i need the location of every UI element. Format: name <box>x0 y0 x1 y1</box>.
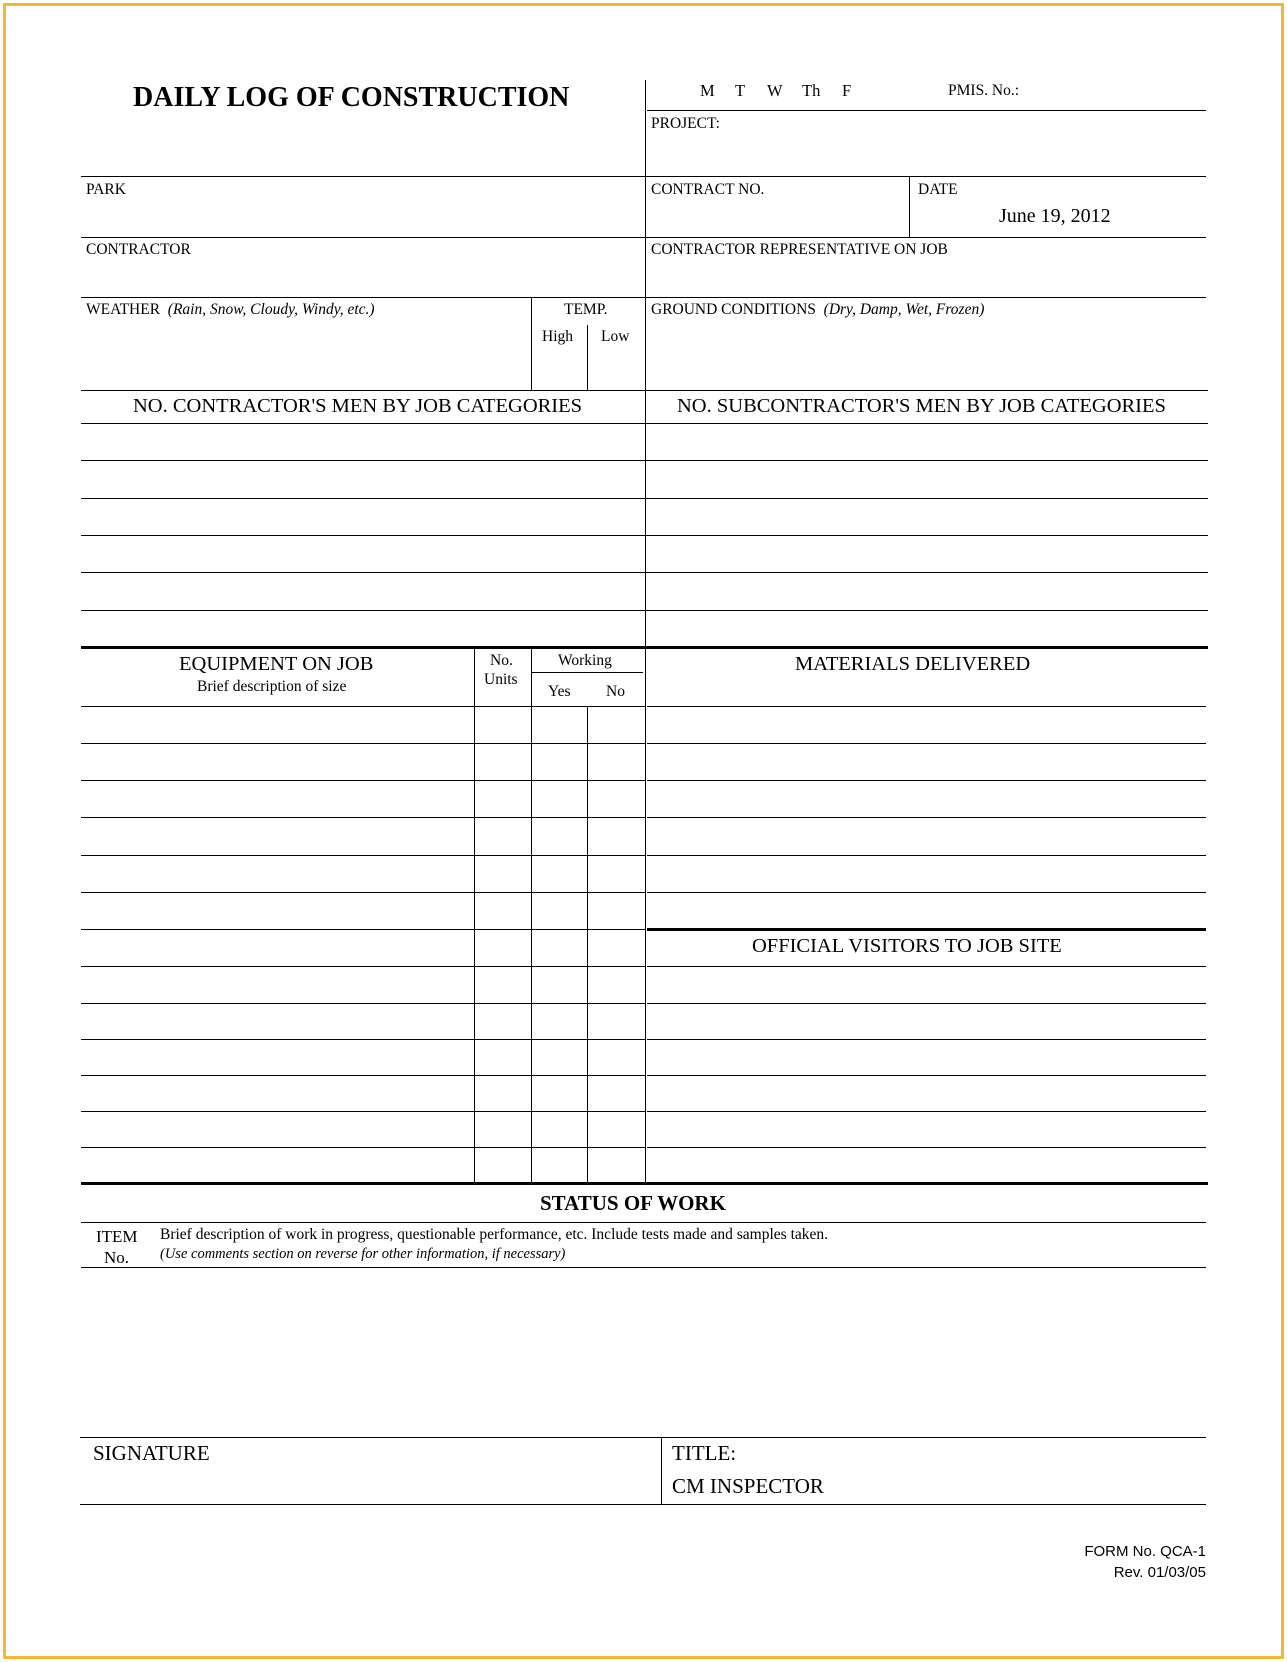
status-columns-underline <box>81 1267 1206 1268</box>
row-line-status <box>81 1182 1208 1185</box>
project-label: PROJECT: <box>651 115 720 132</box>
ground-label-text: GROUND CONDITIONS <box>651 301 816 318</box>
visitors-row-line <box>647 1075 1206 1076</box>
weather-hint: (Rain, Snow, Cloudy, Windy, etc.) <box>167 301 375 318</box>
visitors-row-line <box>647 1147 1206 1148</box>
temp-divider-left <box>531 297 532 390</box>
temp-high-label: High <box>542 328 573 345</box>
contractor-men-heading: NO. CONTRACTOR'S MEN BY JOB CATEGORIES <box>133 395 583 417</box>
contractor-field[interactable] <box>81 239 644 296</box>
visitors-heading: OFFICIAL VISITORS TO JOB SITE <box>752 935 1062 957</box>
project-field[interactable] <box>647 112 1205 175</box>
manpower-row-line <box>81 610 1208 611</box>
contractor-rep-field[interactable] <box>647 239 1205 296</box>
equipment-row-line <box>81 1075 645 1076</box>
materials-row-line <box>647 855 1206 856</box>
equipment-materials-divider <box>645 647 646 1182</box>
title-label: TITLE: <box>672 1441 737 1465</box>
equipment-heading: EQUIPMENT ON JOB <box>179 653 374 675</box>
equipment-row-line <box>81 1003 645 1004</box>
equipment-subheading: Brief description of size <box>197 678 347 695</box>
manpower-row-line <box>81 535 1208 536</box>
contract-no-field[interactable] <box>647 178 907 236</box>
contractor-rep-label: CONTRACTOR REPRESENTATIVE ON JOB <box>651 241 948 258</box>
date-label: DATE <box>918 181 958 198</box>
status-of-work-field[interactable] <box>81 1270 1206 1435</box>
weather-label-text: WEATHER <box>86 301 161 318</box>
manpower-divider <box>645 390 646 647</box>
temp-label: TEMP. <box>564 301 608 318</box>
ground-conditions-label <box>651 302 984 318</box>
signature-field[interactable] <box>80 1440 660 1503</box>
visitors-top-line <box>647 928 1206 931</box>
manpower-row-line <box>81 423 1208 424</box>
weather-field[interactable] <box>81 320 529 388</box>
materials-row-line <box>647 892 1206 893</box>
equipment-row-line <box>81 1111 645 1112</box>
manpower-row-line <box>81 498 1208 499</box>
status-heading: STATUS OF WORK <box>540 1191 726 1215</box>
day-tuesday[interactable]: T <box>735 81 746 100</box>
yes-label: Yes <box>548 683 571 700</box>
form-number: FORM No. QCA-1 <box>1084 1543 1206 1560</box>
units-label-line1: No. <box>490 652 513 669</box>
no-label: No <box>606 683 625 700</box>
equipment-row-line <box>81 929 645 930</box>
status-description: Brief description of work in progress, questionable performance, etc. Include tests made and samples taken. <box>160 1226 829 1243</box>
item-label-line2: No. <box>104 1248 130 1267</box>
ground-hint: (Dry, Damp, Wet, Frozen) <box>823 301 985 318</box>
signature-bottom-line <box>80 1504 1206 1505</box>
equipment-row-line <box>81 817 645 818</box>
units-label-line2: Units <box>484 671 518 688</box>
pmis-label: PMIS. No.: <box>948 82 1020 99</box>
contractor-label: CONTRACTOR <box>86 241 191 258</box>
status-note: (Use comments section on reverse for other information, if necessary) <box>160 1246 566 1262</box>
weather-label <box>86 302 375 318</box>
signature-label: SIGNATURE <box>93 1441 210 1465</box>
item-label-line1: ITEM <box>96 1227 138 1246</box>
visitors-row-line <box>647 1039 1206 1040</box>
row-line-weather <box>81 297 1206 298</box>
working-underline <box>531 672 643 673</box>
materials-row-line <box>647 743 1206 744</box>
day-monday[interactable]: M <box>700 81 715 100</box>
date-value[interactable]: June 19, 2012 <box>999 205 1111 227</box>
manpower-row-line <box>81 572 1208 573</box>
equipment-row-line <box>81 966 645 967</box>
materials-row-line <box>647 706 1206 707</box>
equipment-col-yes <box>531 647 532 1182</box>
park-field[interactable] <box>81 178 644 236</box>
header-divider <box>645 80 646 390</box>
temp-divider-mid <box>587 325 588 390</box>
status-heading-underline <box>81 1222 1206 1223</box>
contract-no-label: CONTRACT NO. <box>651 181 765 198</box>
equipment-row-line <box>81 1147 645 1148</box>
ground-conditions-field[interactable] <box>647 320 1205 388</box>
equipment-row-line <box>81 1039 645 1040</box>
equipment-row-line <box>81 780 645 781</box>
day-friday[interactable]: F <box>842 81 852 100</box>
day-thursday[interactable]: Th <box>802 81 821 100</box>
signature-divider <box>661 1437 662 1504</box>
day-wednesday[interactable]: W <box>767 81 783 100</box>
form-title: DAILY LOG OF CONSTRUCTION <box>133 82 570 113</box>
materials-heading: MATERIALS DELIVERED <box>795 653 1031 675</box>
equipment-row-line <box>81 706 645 707</box>
pmis-underline <box>647 110 1206 111</box>
visitors-row-line <box>647 1111 1206 1112</box>
equipment-row-line <box>81 855 645 856</box>
title-value[interactable]: CM INSPECTOR <box>672 1474 824 1498</box>
park-label: PARK <box>86 181 126 198</box>
subcontractor-men-heading: NO. SUBCONTRACTOR'S MEN BY JOB CATEGORIES <box>677 395 1166 417</box>
row-line-park <box>81 176 1206 177</box>
equipment-col-units <box>474 647 475 1182</box>
signature-top-line <box>80 1437 1206 1438</box>
manpower-row-line <box>81 460 1208 461</box>
form-revision: Rev. 01/03/05 <box>1113 1564 1206 1581</box>
materials-row-line <box>647 780 1206 781</box>
working-label: Working <box>558 652 612 669</box>
date-divider <box>909 176 910 237</box>
equipment-row-line <box>81 892 645 893</box>
equipment-row-line <box>81 743 645 744</box>
visitors-row-line <box>647 966 1206 967</box>
row-line-contractor <box>81 237 1206 238</box>
visitors-row-line <box>647 1003 1206 1004</box>
materials-row-line <box>647 817 1206 818</box>
temp-low-label: Low <box>601 328 630 345</box>
